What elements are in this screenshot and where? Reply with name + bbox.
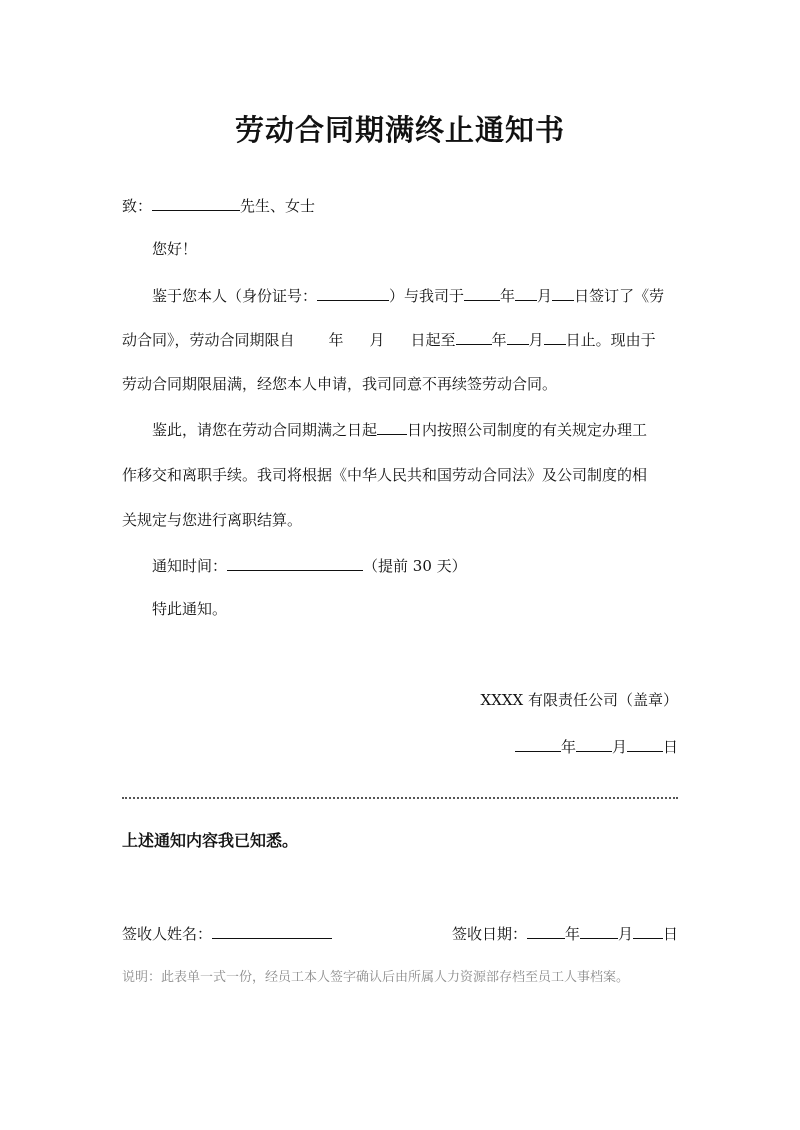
days-blank[interactable] — [377, 419, 407, 435]
dotted-divider — [122, 797, 678, 799]
acknowledgement-text: 上述通知内容我已知悉。 — [122, 831, 299, 850]
notice-time-blank[interactable] — [227, 555, 363, 571]
signer-name-label: 签收人姓名： — [122, 925, 213, 943]
closing-text: 特此通知。 — [152, 600, 228, 618]
para1-text: 年 — [328, 331, 344, 349]
issue-year-blank[interactable] — [515, 736, 561, 752]
sign-year-blank[interactable] — [464, 285, 500, 301]
para1-text: 月 — [369, 331, 385, 349]
sign-month-blank[interactable] — [515, 285, 537, 301]
company-seal-line: XXXX 有限责任公司（盖章） — [480, 691, 678, 709]
recipient-name-blank[interactable] — [152, 195, 240, 211]
signer-name-blank[interactable] — [212, 923, 332, 939]
recipient-prefix: 致： — [122, 197, 153, 215]
end-day-blank[interactable] — [544, 329, 566, 345]
para1-text: 鉴于您本人（身份证号： — [152, 287, 318, 305]
recipient-suffix: 先生、女士 — [240, 197, 316, 215]
sign-date-label: 签收日期： — [451, 925, 527, 943]
signer-name-line — [122, 923, 402, 944]
issue-month-blank[interactable] — [576, 736, 612, 752]
para1-text: 日止。现由于 — [565, 331, 656, 349]
day-unit: 日 — [662, 925, 678, 943]
greeting: 您好！ — [152, 240, 198, 258]
year-unit: 年 — [564, 925, 580, 943]
para1-text: 日起至 — [410, 331, 456, 349]
para1-text: 月 — [528, 331, 544, 349]
year-unit: 年 — [560, 738, 576, 756]
para2-text: 日内按照公司制度的有关规定办理工 — [407, 421, 648, 439]
notice-time-line — [122, 555, 712, 576]
para2-line3: 关规定与您进行离职结算。 — [122, 511, 303, 529]
sign-day-blank-2[interactable] — [633, 923, 663, 939]
para1-text: 月 — [537, 287, 553, 305]
para1-text: 动合同》，劳动合同期限自 — [122, 331, 295, 349]
end-month-blank[interactable] — [507, 329, 529, 345]
sign-day-blank[interactable] — [552, 285, 574, 301]
end-year-blank[interactable] — [456, 329, 492, 345]
issue-day-blank[interactable] — [627, 736, 663, 752]
day-unit: 日 — [662, 738, 678, 756]
para2-line2: 作移交和离职手续。我司将根据《中华人民共和国劳动合同法》及公司制度的相 — [122, 466, 648, 484]
para2-line1 — [122, 419, 712, 440]
para1-line2 — [122, 329, 682, 350]
document-title: 劳动合同期满终止通知书 — [234, 113, 565, 147]
para1-line3: 劳动合同期限届满，经您本人申请，我司同意不再续签劳动合同。 — [122, 375, 558, 393]
recipient-line — [122, 195, 682, 216]
sign-date-line — [420, 923, 678, 944]
notice-time-label: 通知时间： — [152, 557, 228, 575]
para1-text: 日签订了《劳 — [574, 287, 665, 305]
id-number-blank[interactable] — [317, 285, 389, 301]
footnote: 说明：此表单一式一份，经员工本人签字确认后由所属人力资源部存档至员工人事档案。 — [122, 970, 630, 985]
para1-line1 — [122, 285, 712, 306]
para1-text: ）与我司于 — [389, 287, 465, 305]
month-unit: 月 — [617, 925, 633, 943]
para2-text: 鉴此，请您在劳动合同期满之日起 — [152, 421, 378, 439]
month-unit: 月 — [611, 738, 627, 756]
notice-time-hint: （提前 30 天） — [363, 557, 467, 575]
para1-text: 年 — [500, 287, 516, 305]
sign-year-blank-2[interactable] — [527, 923, 565, 939]
issue-date-line — [122, 736, 678, 757]
para1-text: 年 — [491, 331, 507, 349]
sign-month-blank-2[interactable] — [580, 923, 618, 939]
